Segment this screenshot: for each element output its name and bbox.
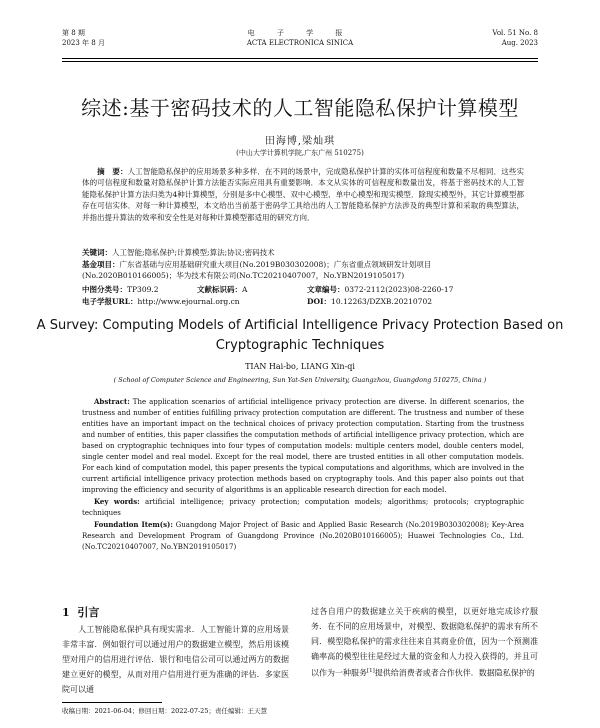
funding-en [82, 519, 524, 553]
header-center [62, 28, 538, 48]
url-value[interactable]: http://www.ejournal.org.cn [137, 297, 240, 306]
header-right [492, 28, 538, 48]
authors-cn: 田海博,梁灿琪 [264, 136, 336, 147]
keywords-cn-text: 人工智能;隐私保护;计算模型;算法;协议;密码技术 [112, 248, 275, 257]
journal-name-en: ACTA ELECTRONICA SINICA [246, 39, 354, 47]
doc-code-label: 文献标识码： [197, 285, 242, 294]
article-no-label: 文章编号： [307, 285, 345, 294]
section-heading-1 [62, 604, 99, 620]
article-no-field [307, 284, 453, 295]
body-right-text-a: 过各自用户的数据建立关于疾病的模型，以更好地完成诊疗服务．在不同的应用场景中，对模型、数据隐私保护的需求有所不同．模型隐私保护的需求往往来自其商业价值，因为一个预测准确率高的模型往往是经过大量的资金和人力投入获得的，并且可以作为一种服务 [311, 607, 538, 678]
header-rule-thin [62, 61, 538, 62]
abstract-en-label: Abstract: [94, 397, 130, 406]
paper-title-cn: 综述:基于密码技术的人工智能隐私保护计算模型 [81, 96, 519, 120]
doi-value: 10.12263/DZXB.20210702 [331, 297, 432, 306]
abstract-en [82, 396, 524, 553]
running-header [62, 22, 538, 58]
keywords-cn-label: 关键词： [82, 248, 112, 257]
doi-field [307, 296, 432, 307]
abstract-cn [82, 166, 524, 223]
journal-name-cn: 电 子 学 报 [247, 29, 353, 37]
url-field [82, 296, 240, 307]
body-column-left [62, 622, 289, 697]
abstract-cn-label: 摘 要： [97, 167, 128, 176]
funding-en-text: Guangdong Major Project of Basic and Applied Basic Research (No.2019B030302008); Key-Area Research and Development Program of Guangdong Province (No.2020B010166005); Huawei Technologies Co., Ltd. (No.TC20210407007, No.YBN2019105017) [82, 521, 524, 551]
clc-label: 中图分类号： [82, 285, 127, 294]
keywords-en-text: artificial intelligence; privacy protection; computation models; algorithms; protocols; cryptographic techniques [82, 498, 525, 517]
article-no-value: 0372-2112(2023)08-2260-17 [344, 285, 454, 294]
footnote-dates: 收稿日期：2021-06-04；修回日期：2022-07-25；责任编辑：王天慧 [62, 707, 267, 715]
issue-date: 2023 年 8 月 [62, 39, 105, 47]
volume-number: Vol. 51 No. 8 [492, 29, 538, 37]
body-column-right [311, 604, 538, 681]
issue-number: 第 8 期 [62, 29, 85, 37]
keywords-en-label: Key words: [94, 497, 140, 506]
url-label: 电子学报URL： [82, 297, 138, 306]
clc-field [82, 284, 159, 295]
keywords-cn [82, 247, 524, 258]
funding-cn-label: 基金项目： [82, 260, 120, 269]
section-number: 1 [62, 606, 70, 619]
abstract-en-text: The application scenarios of artificial intelligence privacy protection are diverse. In different scenarios, the trustness and number of entities fulfilling privacy protection computation are different. The trustness and number of these entities have an important impact on the technical choices of privacy protection computation. Starting from the trustness and number of entities, this paper classifies the computation methods of artificial intelligence privacy protection, which are based on cryptographic techniques into four types of computation models: multiple centers model, double centers model, single center model and real model. Except for the real model, there are trusted entities in all other computation models. For each kind of computation model, this paper presents the typical computations and algorithms, which are involved in the current artificial intelligence privacy protection methods based on cryptography tools. And this paper also points out that improving the efficiency and security of algorithms is an applicable research direction for each model. [82, 398, 524, 494]
body-left-text: 人工智能隐私保护具有现实需求．人工智能计算的应用场景非常丰富．例如银行可以通过用户的数据建立模型，然后用该模型对用户的信用进行评估．银行和电信公司可以通过两方的数据建立更好的模型，从而对用户信用进行更为准确的评估．多家医院可以通 [62, 625, 289, 694]
funding-cn [82, 259, 524, 282]
doc-code-value: A [242, 285, 248, 294]
authors-en: TIAN Hai-bo, LIANG Xin-qi [245, 362, 355, 371]
section-title: 引言 [77, 606, 100, 619]
funding-cn-text: 广东省基础与应用基础研究重大项目(No.2019B030302008)；广东省重点领域研发计划项目(No.2020B010166005)；华为技术有限公司(No.TC20210407007，No.YBN2019105017) [82, 260, 432, 281]
body-right-text-b: 提供给消费者或者合作伙伴．数据隐私保护的 [374, 668, 535, 678]
paper-title-en: A Survey: Computing Models of Artificial Intelligence Privacy Protection Based on Cryptographic Techniques [36, 318, 564, 353]
abstract-cn-text: 人工智能隐私保护的应用场景多种多样．在不同的场景中，完成隐私保护计算的实体可信程度和数量不尽相同．这些实体的可信程度和数量对隐私保护计算方法能否实际应用具有重要影响．本文从实体的可信程度和数量出发，将基于密码技术的人工智能隐私保护计算方法归类为4种计算模型，分别是多中心模型、双中心模型、单中心模型和现实模型．除现实模型外，其它计算模型都存在可信实体．对每一种计算模型，本文给出当前基于密码学工具给出的人工智能隐私保护方法涉及的典型计算和采取的典型算法，并指出提升算法的效率和安全性是对每种计算模型都适用的研究方向． [82, 167, 524, 222]
doi-label: DOI： [307, 297, 332, 306]
affiliation-en: ( School of Computer Science and Engineering, Sun Yat-Sen University, Guangzhou, Guangdong 510275, China ) [113, 376, 487, 384]
citation-ref[interactable]: [1] [367, 668, 375, 674]
classification-block [82, 284, 524, 308]
header-rule [62, 58, 538, 59]
footnote-rule [62, 702, 162, 703]
keywords-en [82, 496, 524, 519]
abstract-en-para [82, 396, 524, 496]
clc-value: TP309.2 [127, 285, 159, 294]
doc-code-field [197, 284, 247, 295]
affiliation-cn: (中山大学计算机学院,广东广州 510275) [236, 149, 364, 157]
issue-date-en: Aug. 2023 [501, 39, 538, 47]
funding-en-label: Foundation Item(s): [94, 520, 173, 529]
